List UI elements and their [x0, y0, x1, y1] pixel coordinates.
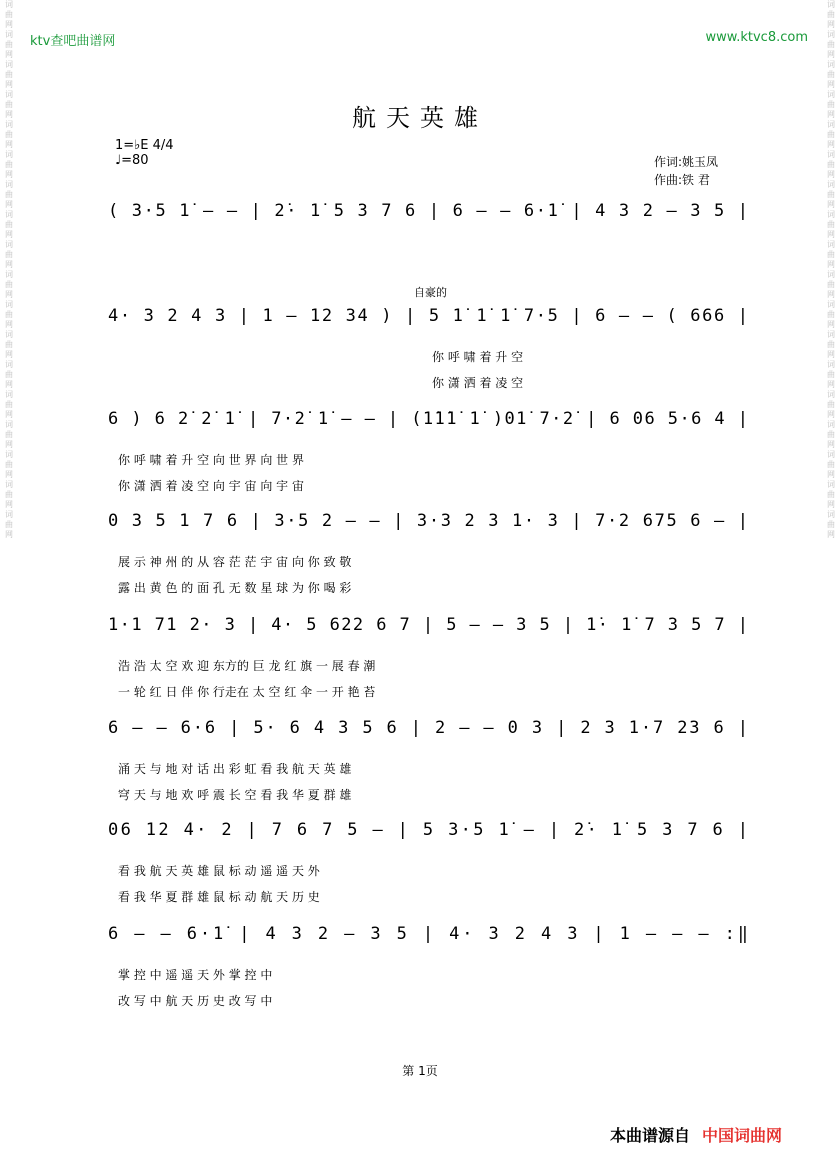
- lyric-line: 掌 控 中 遥 遥 天 外 掌 控 中: [118, 968, 273, 982]
- lyric-line: 浩 浩 太 空 欢 迎 东方的 巨 龙 红 旗 一 展 春 潮: [118, 659, 376, 673]
- notation-row: 6 ) 6 2̇ 2̇ 1̇ | 7·2̇ 1̇ – – | (1̇1̇1̇ 1̇ )01̇ 7·2̇ | 6 06 5·6 4 |: [108, 409, 748, 429]
- lyric-line: 你 潇 洒 着 凌 空: [432, 376, 524, 390]
- lyric-line: 露 出 黄 色 的 面 孔 无 数 星 球 为 你 喝 彩: [118, 581, 352, 595]
- lyric-line: 看 我 航 天 英 雄 鼠 标 动 遥 遥 天 外: [118, 864, 320, 878]
- notation-row: 4· 3 2 4 3 | 1 – 12 34 ) | 5 1̇ 1̇ 1̇ 7·5 | 6 – – ( 666 |: [108, 306, 748, 326]
- notation-row: 6 – – 6·1̇ | 4 3 2 – 3 5 | 4· 3 2 4 3 | 1 – – – :‖: [108, 924, 748, 944]
- notation-row: 6 – – 6·6 | 5· 6 4 3 5 6 | 2 – – 0 3 | 2 3 1·7 23 6 |: [108, 718, 749, 738]
- lyric-line: 展 示 神 州 的 从 容 茫 茫 宇 宙 向 你 致 敬: [118, 555, 352, 569]
- notation-row: 1·1 71 2· 3 | 4· 5 622 6 7 | 5 – – 3 5 | 1̇· 1̇ 7 3 5 7 |: [108, 615, 748, 635]
- lyric-line: 你 呼 啸 着 升 空 向 世 界 向 世 界: [118, 453, 304, 467]
- lyric-line: 你 潇 洒 着 凌 空 向 宇 宙 向 宇 宙: [118, 479, 304, 493]
- source-label: 本曲谱源自: [610, 1126, 691, 1145]
- side-watermark-left: 词曲网词曲网词曲网词曲网词曲网词曲网词曲网词曲网词曲网词曲网词曲网词曲网词曲网词曲网词曲网词曲网词曲网词曲网: [5, 0, 13, 539]
- lyric-line: 你 呼 啸 着 升 空: [432, 350, 524, 364]
- song-title: 航天英雄: [352, 104, 488, 132]
- expression-marking: 自豪的: [414, 286, 447, 299]
- tempo-marking: ♩=80: [115, 153, 149, 168]
- lyric-line: 看 我 华 夏 群 雄 鼠 标 动 航 天 历 史: [118, 890, 320, 904]
- composer: 作曲:铁 君: [654, 173, 710, 187]
- site-logo-left[interactable]: ktv查吧曲谱网: [30, 34, 116, 49]
- notation-row: ( 3·5 1̇ – – | 2̇· 1̇ 5 3 7 6 | 6 – – 6·1̇ | 4 3 2 – 3 5 |: [108, 201, 748, 221]
- time-signature: 4/4: [152, 138, 174, 153]
- notation-row: 0 3 5 1 7 6 | 3·5 2 – – | 3·3 2 3 1· 3 | 7·2 675 6 – |: [108, 511, 748, 531]
- side-watermark-right: 词曲网词曲网词曲网词曲网词曲网词曲网词曲网词曲网词曲网词曲网词曲网词曲网词曲网词曲网词曲网词曲网词曲网词曲网: [827, 0, 835, 539]
- lyric-line: 改 写 中 航 天 历 史 改 写 中: [118, 994, 273, 1008]
- page-number: 第 1页: [402, 1064, 438, 1078]
- lyric-line: 穹 天 与 地 欢 呼 震 长 空 看 我 华 夏 群 雄: [118, 788, 352, 802]
- brand-link[interactable]: 中国词曲网: [702, 1126, 783, 1145]
- lyricist: 作词:姚玉凤: [654, 155, 719, 169]
- lyric-line: 涌 天 与 地 对 话 出 彩 虹 看 我 航 天 英 雄: [118, 762, 352, 776]
- source-credit: [610, 1123, 782, 1146]
- lyric-line: 一 轮 红 日 伴 你 行走在 太 空 红 伞 一 开 艳 苔: [118, 685, 376, 699]
- key-label: 1=♭E: [115, 138, 149, 153]
- notation-row: 06 12 4· 2 | 7 6 7 5 – | 5 3·5 1̇ – | 2̇· 1̇ 5 3 7 6 |: [108, 820, 749, 840]
- site-url-right[interactable]: www.ktvc8.com: [705, 30, 808, 45]
